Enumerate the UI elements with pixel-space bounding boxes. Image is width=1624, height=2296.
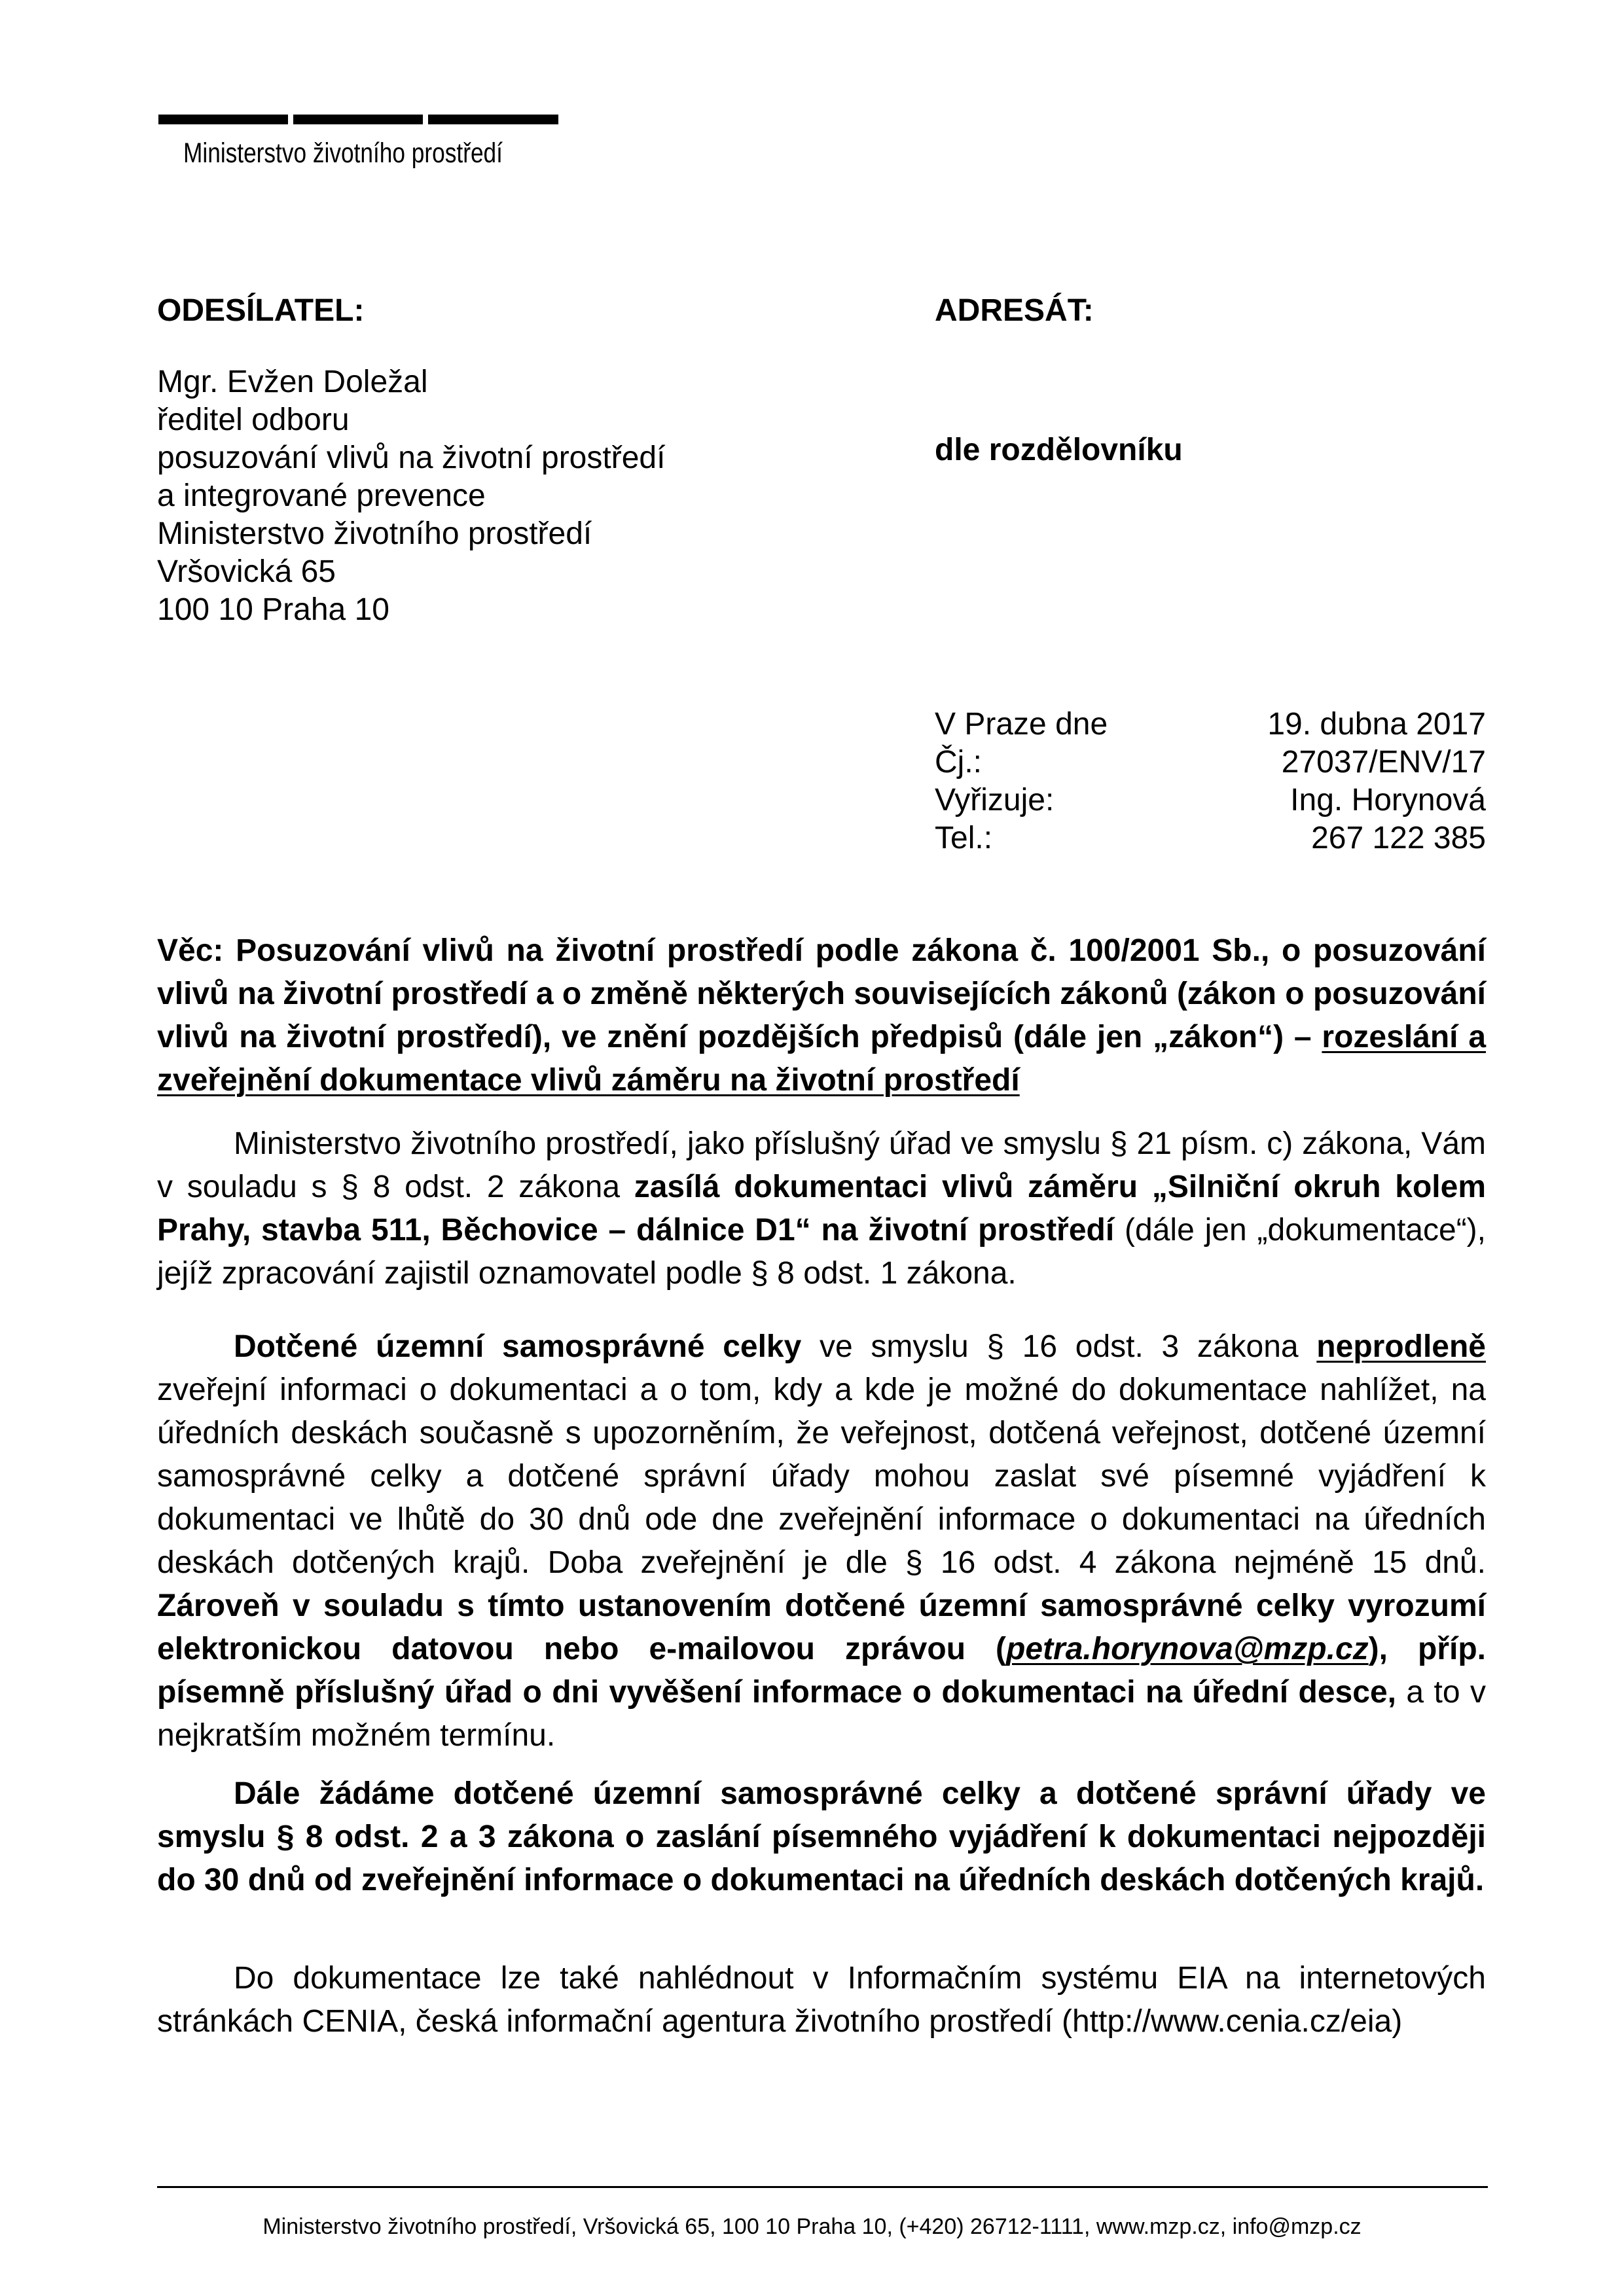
meta-date-label: V Praze dne <box>935 707 1108 742</box>
sender-heading: ODESÍLATEL: <box>157 293 365 328</box>
ministry-logo-text: Ministerstvo životního prostředí <box>183 137 503 169</box>
meta-ref-row <box>935 744 1486 781</box>
p3-bold: Dále žádáme dotčené územní samosprávné celky a dotčené správní úřady ve smyslu § 8 odst. 2 a 3 zákona o zaslání písemného vyjádření k dokumentaci nejpozději do 30 dnů od zveřejnění informace o dokumentaci na úředních deskách dotčených krajů. <box>157 1776 1486 1897</box>
p2-bold-a: Dotčené územní samosprávné celky <box>234 1329 802 1364</box>
letter-meta <box>935 706 1486 857</box>
sender-department: posuzování vlivů na životní prostředí <box>157 440 666 475</box>
subject-main: Věc: Posuzování vlivů na životní prostředí podle zákona č. 100/2001 Sb., o posuzování vlivů na životní prostředí a o změně některých souvisejících zákonů (zákon o posuzování vlivů na životní prostředí), ve znění pozdějších předpisů (dále jen „zákon“) – <box>157 933 1486 1054</box>
p2-bold-underline: neprodleně <box>1316 1329 1486 1364</box>
sender-position: ředitel odboru <box>157 403 350 437</box>
footer-text: Ministerstvo životního prostředí, Vršovická 65, 100 10 Praha 10, (+420) 26712-1111, www.mzp.cz, info@mzp.cz <box>262 2214 1362 2239</box>
letter-subject <box>157 929 1486 1102</box>
meta-ref-value: 27037/ENV/17 <box>1281 745 1486 780</box>
p2-text-d: zveřejní informaci o dokumentaci a o tom, kdy a kde je možné do dokumentace nahlížet, na úředních deskách současně s upozorněním, že veřejnost, dotčená veřejnost, dotčené územní samosprávné celky a dotčené správní úřady mohou zaslat své písemné vyjádření k dokumentaci ve lhůtě do 30 dnů ode dne zveřejnění informace o dokumentaci na úředních deskách dotčených krajů. Doba zveřejnění je dle § 16 odst. 4 zákona nejméně 15 dnů. <box>157 1372 1486 1580</box>
p2-bold-e: Zároveň v souladu s tímto ustanovením dotčené územní samosprávné celky vyrozumí elektronickou datovou nebo e-mailovou zprávou ( <box>157 1588 1486 1666</box>
paragraph-2 <box>157 1325 1486 1757</box>
paragraph-4: Do dokumentace lze také nahlédnout v Informačním systému EIA na internetových stránkách CENIA, česká informační agentura životního prostředí (http://www.cenia.cz/eia) <box>157 1961 1486 2039</box>
subject-underlined: rozeslání a zveřejnění dokumentace vlivů záměru na životní prostředí <box>157 1020 1487 1098</box>
sender-ministry: Ministerstvo životního prostředí <box>157 516 592 551</box>
ministry-logo-bars <box>158 115 558 124</box>
sender-city: 100 10 Praha 10 <box>157 592 389 627</box>
meta-tel-value: 267 122 385 <box>1311 821 1486 855</box>
paragraph-1 <box>157 1122 1486 1295</box>
meta-date-row <box>935 706 1486 744</box>
footer-rule <box>157 2186 1488 2188</box>
meta-tel-label: Tel.: <box>935 821 993 855</box>
sender-name: Mgr. Evžen Doležal <box>157 365 428 399</box>
meta-tel-row <box>935 819 1486 857</box>
paragraph-3 <box>157 1772 1486 1902</box>
meta-handled-value: Ing. Horynová <box>1290 783 1486 817</box>
p1-text-a: Ministerstvo životního prostředí, jako příslušný úřad ve smyslu § 21 písm. c) zákona, Vám v souladu s § 8 odst. 2 zákona <box>157 1126 1486 1204</box>
p1-text-c: (dále jen „dokumentace“), jejíž zpracování zajistil oznamovatel podle § 8 odst. 1 zákona. <box>157 1213 1487 1291</box>
p2-text-b: ve smyslu § 16 odst. 3 zákona <box>801 1329 1317 1364</box>
meta-ref-label: Čj.: <box>935 745 982 780</box>
recipient-heading: ADRESÁT: <box>935 293 1094 328</box>
p1-bold: zasílá dokumentaci vlivů záměru „Silniční okruh kolem Prahy, stavba 511, Běchovice – dálnice D1“ na životní prostředí <box>157 1170 1487 1247</box>
sender-department-cont: a integrované prevence <box>157 478 486 513</box>
meta-handled-row <box>935 781 1486 819</box>
email-link[interactable]: petra.horynova@mzp.cz <box>1006 1632 1369 1666</box>
meta-date-value: 19. dubna 2017 <box>1267 707 1486 742</box>
p2-text-h: a to v nejkratším možném termínu. <box>157 1675 1487 1753</box>
sender-street: Vršovická 65 <box>157 554 336 589</box>
p2-bold-g: ), příp. písemně příslušný úřad o dni vyvěšení informace o dokumentaci na úřední desce, <box>157 1632 1486 1710</box>
meta-handled-label: Vyřizuje: <box>935 783 1055 817</box>
sender-address <box>157 363 665 629</box>
recipient-value: dle rozdělovníku <box>935 433 1183 467</box>
